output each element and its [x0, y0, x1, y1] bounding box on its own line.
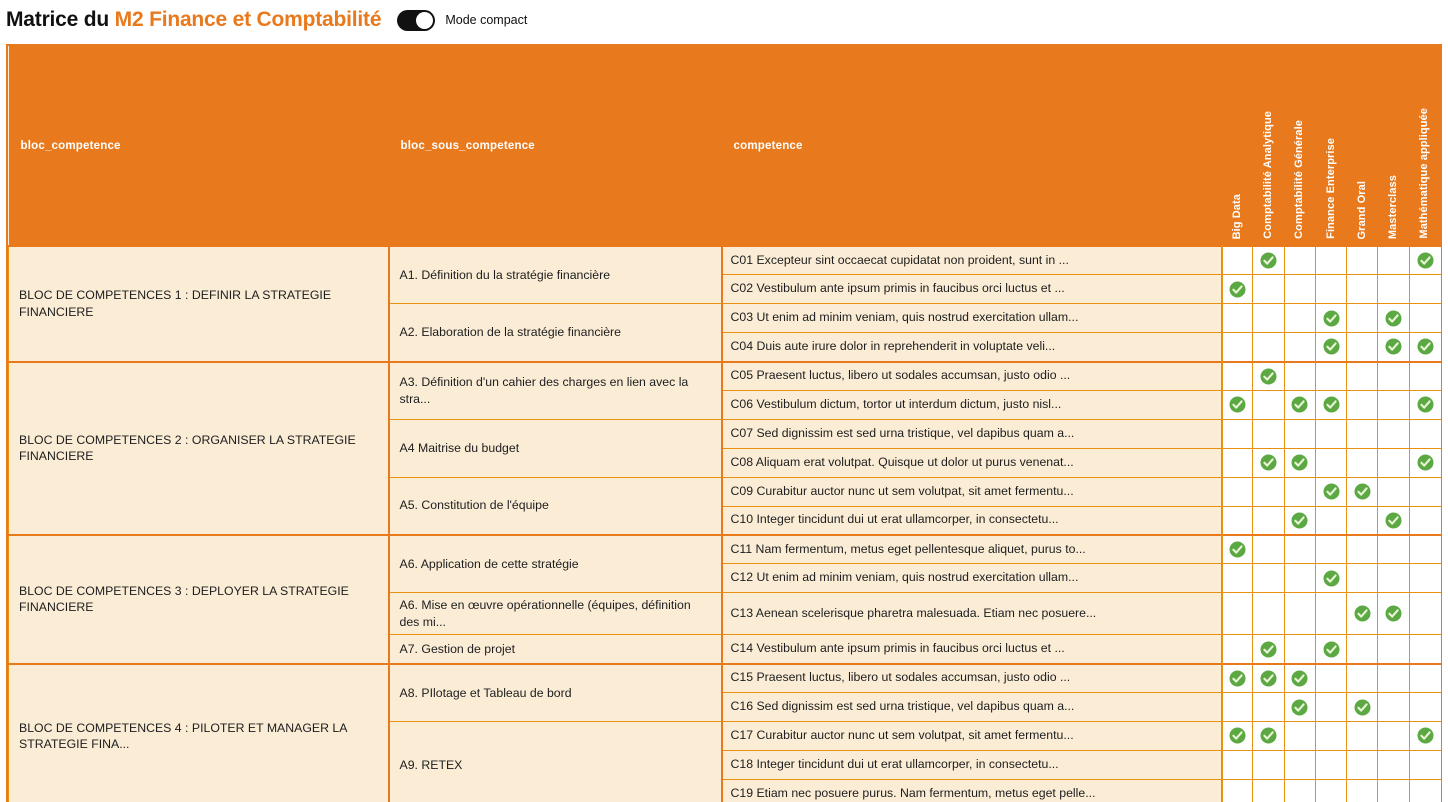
check-circle-icon — [1260, 670, 1277, 687]
check-circle-icon — [1323, 310, 1340, 327]
check-circle-icon — [1291, 396, 1308, 413]
matrix-cell-c18-col1[interactable] — [1222, 750, 1253, 779]
matrix-cell-c15-col1[interactable] — [1222, 664, 1253, 693]
column-header-course-4[interactable] — [1315, 46, 1346, 246]
matrix-cell-c11-col3[interactable] — [1284, 535, 1315, 564]
matrix-cell-c16-col7[interactable] — [1409, 693, 1440, 722]
matrix-cell-c11-col2[interactable] — [1253, 535, 1284, 564]
matrix-cell-c12-col1[interactable] — [1222, 564, 1253, 593]
matrix-cell-c02-col3[interactable] — [1284, 275, 1315, 304]
matrix-cell-c19-col7[interactable] — [1409, 779, 1440, 802]
matrix-cell-c10-col6[interactable] — [1378, 506, 1409, 535]
matrix-cell-c13-col7[interactable] — [1409, 593, 1440, 635]
check-circle-icon — [1260, 727, 1277, 744]
title-bar — [0, 0, 1448, 40]
check-circle-icon — [1385, 310, 1402, 327]
matrix-cell-c11-col6[interactable] — [1378, 535, 1409, 564]
competence-cell-c09[interactable]: C09 Curabitur auctor nunc ut sem volutpat, sit amet fermentu... — [722, 477, 1222, 506]
matrix-cell-c12-col5[interactable] — [1347, 564, 1378, 593]
bloc-sous-competence-cell[interactable]: A6. Mise en œuvre opérationnelle (équipes, définition des mi... — [389, 593, 722, 635]
check-circle-icon — [1291, 699, 1308, 716]
matrix-cell-c08-col2[interactable] — [1253, 448, 1284, 477]
matrix-cell-c12-col4[interactable] — [1315, 564, 1346, 593]
competence-cell-c14[interactable]: C14 Vestibulum ante ipsum primis in faucibus orci luctus et ... — [722, 635, 1222, 664]
competence-cell-c12[interactable]: C12 Ut enim ad minim veniam, quis nostrud exercitation ullam... — [722, 564, 1222, 593]
matrix-cell-c10-col4[interactable] — [1315, 506, 1346, 535]
matrix-cell-c06-col7[interactable] — [1409, 390, 1440, 419]
matrix-cell-c13-col6[interactable] — [1378, 593, 1409, 635]
matrix-cell-c08-col5[interactable] — [1347, 448, 1378, 477]
matrix-cell-c16-col1[interactable] — [1222, 693, 1253, 722]
matrix-cell-c07-col4[interactable] — [1315, 419, 1346, 448]
page-title — [6, 8, 381, 32]
matrix-cell-c07-col3[interactable] — [1284, 419, 1315, 448]
matrix-cell-c05-col3[interactable] — [1284, 362, 1315, 391]
matrix-cell-c17-col6[interactable] — [1378, 722, 1409, 751]
matrix-cell-c14-col7[interactable] — [1409, 635, 1440, 664]
matrix-cell-c03-col2[interactable] — [1253, 304, 1284, 333]
table-row — [9, 535, 1441, 564]
matrix-cell-c15-col5[interactable] — [1347, 664, 1378, 693]
matrix-cell-c03-col1[interactable] — [1222, 304, 1253, 333]
check-circle-icon — [1229, 727, 1246, 744]
check-circle-icon — [1291, 454, 1308, 471]
matrix-cell-c11-col7[interactable] — [1409, 535, 1440, 564]
matrix-cell-c05-col7[interactable] — [1409, 362, 1440, 391]
matrix-cell-c16-col6[interactable] — [1378, 693, 1409, 722]
matrix-cell-c05-col6[interactable] — [1378, 362, 1409, 391]
matrix-cell-c06-col3[interactable] — [1284, 390, 1315, 419]
matrix-cell-c09-col4[interactable] — [1315, 477, 1346, 506]
matrix-cell-c03-col5[interactable] — [1347, 304, 1378, 333]
matrix-cell-c02-col7[interactable] — [1409, 275, 1440, 304]
matrix-cell-c19-col2[interactable] — [1253, 779, 1284, 802]
column-header-course-6[interactable] — [1378, 46, 1409, 246]
matrix-cell-c12-col7[interactable] — [1409, 564, 1440, 593]
matrix-cell-c01-col2[interactable] — [1253, 246, 1284, 275]
check-circle-icon — [1385, 338, 1402, 355]
check-circle-icon — [1323, 641, 1340, 658]
bloc-competence-cell-3[interactable]: BLOC DE COMPETENCES 3 : DEPLOYER LA STRATEGIE FINANCIERE — [9, 535, 389, 664]
matrix-cell-c18-col6[interactable] — [1378, 750, 1409, 779]
bloc-sous-competence-cell[interactable]: A6. Application de cette stratégie — [389, 535, 722, 593]
matrix-cell-c01-col3[interactable] — [1284, 246, 1315, 275]
course-header-label: Masterclass — [1387, 174, 1400, 239]
bloc-sous-competence-cell[interactable]: A4 Maitrise du budget — [389, 419, 722, 477]
competence-cell-c17[interactable]: C17 Curabitur auctor nunc ut sem volutpat, sit amet fermentu... — [722, 722, 1222, 751]
matrix-cell-c05-col5[interactable] — [1347, 362, 1378, 391]
matrix-cell-c01-col7[interactable] — [1409, 246, 1440, 275]
matrix-cell-c06-col1[interactable] — [1222, 390, 1253, 419]
matrix-header — [9, 46, 1441, 246]
competence-cell-c13[interactable]: C13 Aenean scelerisque pharetra malesuada. Etiam nec posuere... — [722, 593, 1222, 635]
matrix-cell-c09-col1[interactable] — [1222, 477, 1253, 506]
page-title-prefix: Matrice du — [6, 8, 115, 31]
matrix-cell-c05-col2[interactable] — [1253, 362, 1284, 391]
check-circle-icon — [1229, 670, 1246, 687]
check-circle-icon — [1229, 541, 1246, 558]
matrix-cell-c05-col4[interactable] — [1315, 362, 1346, 391]
matrix-cell-c15-col7[interactable] — [1409, 664, 1440, 693]
matrix-cell-c07-col2[interactable] — [1253, 419, 1284, 448]
bloc-sous-competence-cell[interactable]: A9. RETEX — [389, 722, 722, 802]
matrix-cell-c01-col1[interactable] — [1222, 246, 1253, 275]
matrix-cell-c04-col1[interactable] — [1222, 333, 1253, 362]
competence-cell-c02[interactable]: C02 Vestibulum ante ipsum primis in faucibus orci luctus et ... — [722, 275, 1222, 304]
matrix-cell-c09-col6[interactable] — [1378, 477, 1409, 506]
matrix-cell-c16-col2[interactable] — [1253, 693, 1284, 722]
matrix-cell-c14-col2[interactable] — [1253, 635, 1284, 664]
matrix-cell-c11-col5[interactable] — [1347, 535, 1378, 564]
toggle-knob — [416, 12, 433, 29]
check-circle-icon — [1385, 605, 1402, 622]
matrix-cell-c10-col2[interactable] — [1253, 506, 1284, 535]
column-header-bloc-competence[interactable]: bloc_competence — [9, 46, 389, 246]
matrix-cell-c11-col1[interactable] — [1222, 535, 1253, 564]
matrix-cell-c18-col2[interactable] — [1253, 750, 1284, 779]
check-circle-icon — [1323, 570, 1340, 587]
column-header-course-5[interactable] — [1347, 46, 1378, 246]
check-circle-icon — [1229, 396, 1246, 413]
course-header-label: Big Data — [1230, 193, 1243, 239]
matrix-cell-c09-col7[interactable] — [1409, 477, 1440, 506]
competence-cell-c08[interactable]: C08 Aliquam erat volutpat. Quisque ut dolor ut purus venenat... — [722, 448, 1222, 477]
matrix-cell-c19-col3[interactable] — [1284, 779, 1315, 802]
check-circle-icon — [1229, 281, 1246, 298]
matrix-cell-c09-col2[interactable] — [1253, 477, 1284, 506]
competency-matrix — [6, 44, 1442, 802]
matrix-cell-c10-col3[interactable] — [1284, 506, 1315, 535]
compact-mode-label: Mode compact — [445, 13, 528, 27]
matrix-cell-c08-col4[interactable] — [1315, 448, 1346, 477]
matrix-cell-c17-col5[interactable] — [1347, 722, 1378, 751]
bloc-sous-competence-cell[interactable]: A7. Gestion de projet — [389, 635, 722, 664]
course-header-label: Finance Enterprise — [1324, 138, 1337, 239]
matrix-cell-c02-col4[interactable] — [1315, 275, 1346, 304]
matrix-cell-c07-col1[interactable] — [1222, 419, 1253, 448]
bloc-sous-competence-cell[interactable]: A8. PIlotage et Tableau de bord — [389, 664, 722, 722]
check-circle-icon — [1417, 454, 1434, 471]
matrix-cell-c03-col3[interactable] — [1284, 304, 1315, 333]
competence-cell-c18[interactable]: C18 Integer tincidunt dui ut erat ullamcorper, in consectetu... — [722, 750, 1222, 779]
matrix-cell-c12-col3[interactable] — [1284, 564, 1315, 593]
matrix-cell-c18-col3[interactable] — [1284, 750, 1315, 779]
competence-cell-c01[interactable]: C01 Excepteur sint occaecat cupidatat non proident, sunt in ... — [722, 246, 1222, 275]
matrix-cell-c18-col4[interactable] — [1315, 750, 1346, 779]
matrix-cell-c13-col4[interactable] — [1315, 593, 1346, 635]
check-circle-icon — [1385, 512, 1402, 529]
check-circle-icon — [1291, 670, 1308, 687]
matrix-cell-c08-col7[interactable] — [1409, 448, 1440, 477]
matrix-cell-c14-col6[interactable] — [1378, 635, 1409, 664]
check-circle-icon — [1417, 252, 1434, 269]
compact-mode-toggle[interactable] — [397, 10, 435, 31]
check-circle-icon — [1417, 338, 1434, 355]
matrix-cell-c14-col4[interactable] — [1315, 635, 1346, 664]
matrix-cell-c06-col6[interactable] — [1378, 390, 1409, 419]
course-header-label: Comptabilité Analytique — [1261, 111, 1274, 239]
matrix-cell-c13-col1[interactable] — [1222, 593, 1253, 635]
matrix-cell-c17-col3[interactable] — [1284, 722, 1315, 751]
check-circle-icon — [1354, 699, 1371, 716]
matrix-cell-c13-col3[interactable] — [1284, 593, 1315, 635]
matrix-cell-c02-col1[interactable] — [1222, 275, 1253, 304]
matrix-cell-c18-col7[interactable] — [1409, 750, 1440, 779]
column-header-course-3[interactable] — [1284, 46, 1315, 246]
check-circle-icon — [1260, 454, 1277, 471]
matrix-cell-c01-col4[interactable] — [1315, 246, 1346, 275]
matrix-table — [8, 46, 1441, 802]
table-row — [9, 362, 1441, 391]
matrix-cell-c16-col3[interactable] — [1284, 693, 1315, 722]
matrix-cell-c03-col4[interactable] — [1315, 304, 1346, 333]
page-title-accent: M2 Finance et Comptabilité — [114, 8, 382, 31]
competence-cell-c04[interactable]: C04 Duis aute irure dolor in reprehenderit in voluptate veli... — [722, 333, 1222, 362]
matrix-cell-c17-col2[interactable] — [1253, 722, 1284, 751]
matrix-cell-c04-col6[interactable] — [1378, 333, 1409, 362]
matrix-cell-c03-col6[interactable] — [1378, 304, 1409, 333]
table-row — [9, 246, 1441, 275]
matrix-cell-c19-col5[interactable] — [1347, 779, 1378, 802]
matrix-cell-c04-col4[interactable] — [1315, 333, 1346, 362]
bloc-sous-competence-cell[interactable]: A3. Définition d'un cahier des charges en lien avec la stra... — [389, 362, 722, 420]
matrix-cell-c15-col4[interactable] — [1315, 664, 1346, 693]
check-circle-icon — [1417, 727, 1434, 744]
matrix-cell-c07-col7[interactable] — [1409, 419, 1440, 448]
bloc-competence-cell-1[interactable]: BLOC DE COMPETENCES 1 : DEFINIR LA STRATEGIE FINANCIERE — [9, 246, 389, 362]
column-header-course-2[interactable] — [1253, 46, 1284, 246]
matrix-cell-c06-col5[interactable] — [1347, 390, 1378, 419]
check-circle-icon — [1417, 396, 1434, 413]
matrix-cell-c09-col5[interactable] — [1347, 477, 1378, 506]
matrix-cell-c07-col6[interactable] — [1378, 419, 1409, 448]
matrix-cell-c15-col2[interactable] — [1253, 664, 1284, 693]
matrix-cell-c15-col3[interactable] — [1284, 664, 1315, 693]
bloc-sous-competence-cell[interactable]: A1. Définition du la stratégie financière — [389, 246, 722, 304]
matrix-cell-c01-col6[interactable] — [1378, 246, 1409, 275]
matrix-cell-c05-col1[interactable] — [1222, 362, 1253, 391]
course-header-label: Grand Oral — [1355, 180, 1368, 239]
matrix-cell-c06-col4[interactable] — [1315, 390, 1346, 419]
matrix-cell-c19-col6[interactable] — [1378, 779, 1409, 802]
matrix-cell-c04-col2[interactable] — [1253, 333, 1284, 362]
competence-cell-c03[interactable]: C03 Ut enim ad minim veniam, quis nostrud exercitation ullam... — [722, 304, 1222, 333]
check-circle-icon — [1323, 338, 1340, 355]
competence-cell-c11[interactable]: C11 Nam fermentum, metus eget pellentesque aliquet, purus to... — [722, 535, 1222, 564]
matrix-cell-c14-col5[interactable] — [1347, 635, 1378, 664]
matrix-cell-c01-col5[interactable] — [1347, 246, 1378, 275]
matrix-cell-c18-col5[interactable] — [1347, 750, 1378, 779]
matrix-cell-c11-col4[interactable] — [1315, 535, 1346, 564]
matrix-cell-c15-col6[interactable] — [1378, 664, 1409, 693]
competence-cell-c05[interactable]: C05 Praesent luctus, libero ut sodales accumsan, justo odio ... — [722, 362, 1222, 391]
matrix-cell-c14-col1[interactable] — [1222, 635, 1253, 664]
matrix-cell-c10-col1[interactable] — [1222, 506, 1253, 535]
matrix-cell-c12-col2[interactable] — [1253, 564, 1284, 593]
matrix-cell-c16-col5[interactable] — [1347, 693, 1378, 722]
matrix-cell-c02-col2[interactable] — [1253, 275, 1284, 304]
matrix-cell-c14-col3[interactable] — [1284, 635, 1315, 664]
table-row — [9, 664, 1441, 693]
column-header-course-1[interactable] — [1222, 46, 1253, 246]
matrix-cell-c17-col4[interactable] — [1315, 722, 1346, 751]
check-circle-icon — [1323, 396, 1340, 413]
competence-cell-c07[interactable]: C07 Sed dignissim est sed urna tristique, vel dapibus quam a... — [722, 419, 1222, 448]
matrix-cell-c17-col1[interactable] — [1222, 722, 1253, 751]
matrix-cell-c12-col6[interactable] — [1378, 564, 1409, 593]
bloc-sous-competence-cell[interactable]: A5. Constitution de l'équipe — [389, 477, 722, 535]
matrix-body — [9, 246, 1441, 802]
competence-cell-c16[interactable]: C16 Sed dignissim est sed urna tristique, vel dapibus quam a... — [722, 693, 1222, 722]
column-header-bloc-sous-competence[interactable]: bloc_sous_competence — [389, 46, 722, 246]
matrix-cell-c07-col5[interactable] — [1347, 419, 1378, 448]
check-circle-icon — [1260, 641, 1277, 658]
bloc-competence-cell-4[interactable]: BLOC DE COMPETENCES 4 : PILOTER ET MANAGER LA STRATEGIE FINA... — [9, 664, 389, 802]
matrix-cell-c19-col4[interactable] — [1315, 779, 1346, 802]
bloc-sous-competence-cell[interactable]: A2. Elaboration de la stratégie financière — [389, 304, 722, 362]
column-header-course-7[interactable] — [1409, 46, 1440, 246]
check-circle-icon — [1291, 512, 1308, 529]
competence-cell-c15[interactable]: C15 Praesent luctus, libero ut sodales accumsan, justo odio ... — [722, 664, 1222, 693]
matrix-cell-c13-col2[interactable] — [1253, 593, 1284, 635]
matrix-cell-c02-col6[interactable] — [1378, 275, 1409, 304]
course-header-label: Comptabilité Générale — [1293, 120, 1306, 239]
competence-cell-c06[interactable]: C06 Vestibulum dictum, tortor ut interdum dictum, justo nisl... — [722, 390, 1222, 419]
matrix-cell-c10-col5[interactable] — [1347, 506, 1378, 535]
matrix-cell-c02-col5[interactable] — [1347, 275, 1378, 304]
bloc-competence-cell-2[interactable]: BLOC DE COMPETENCES 2 : ORGANISER LA STRATEGIE FINANCIERE — [9, 362, 389, 535]
check-circle-icon — [1323, 483, 1340, 500]
check-circle-icon — [1354, 605, 1371, 622]
matrix-cell-c08-col3[interactable] — [1284, 448, 1315, 477]
matrix-cell-c04-col7[interactable] — [1409, 333, 1440, 362]
matrix-cell-c04-col3[interactable] — [1284, 333, 1315, 362]
matrix-cell-c19-col1[interactable] — [1222, 779, 1253, 802]
matrix-cell-c17-col7[interactable] — [1409, 722, 1440, 751]
check-circle-icon — [1354, 483, 1371, 500]
matrix-cell-c03-col7[interactable] — [1409, 304, 1440, 333]
matrix-cell-c16-col4[interactable] — [1315, 693, 1346, 722]
check-circle-icon — [1260, 252, 1277, 269]
column-header-competence[interactable]: competence — [722, 46, 1222, 246]
compact-mode-control[interactable] — [397, 10, 527, 31]
matrix-cell-c10-col7[interactable] — [1409, 506, 1440, 535]
matrix-cell-c08-col6[interactable] — [1378, 448, 1409, 477]
matrix-cell-c13-col5[interactable] — [1347, 593, 1378, 635]
competence-cell-c19[interactable]: C19 Etiam nec posuere purus. Nam fermentum, metus eget pelle... — [722, 779, 1222, 802]
matrix-cell-c08-col1[interactable] — [1222, 448, 1253, 477]
matrix-cell-c09-col3[interactable] — [1284, 477, 1315, 506]
matrix-cell-c06-col2[interactable] — [1253, 390, 1284, 419]
competence-cell-c10[interactable]: C10 Integer tincidunt dui ut erat ullamcorper, in consectetu... — [722, 506, 1222, 535]
matrix-cell-c04-col5[interactable] — [1347, 333, 1378, 362]
course-header-label: Mathématique appliquée — [1418, 108, 1431, 239]
check-circle-icon — [1260, 368, 1277, 385]
